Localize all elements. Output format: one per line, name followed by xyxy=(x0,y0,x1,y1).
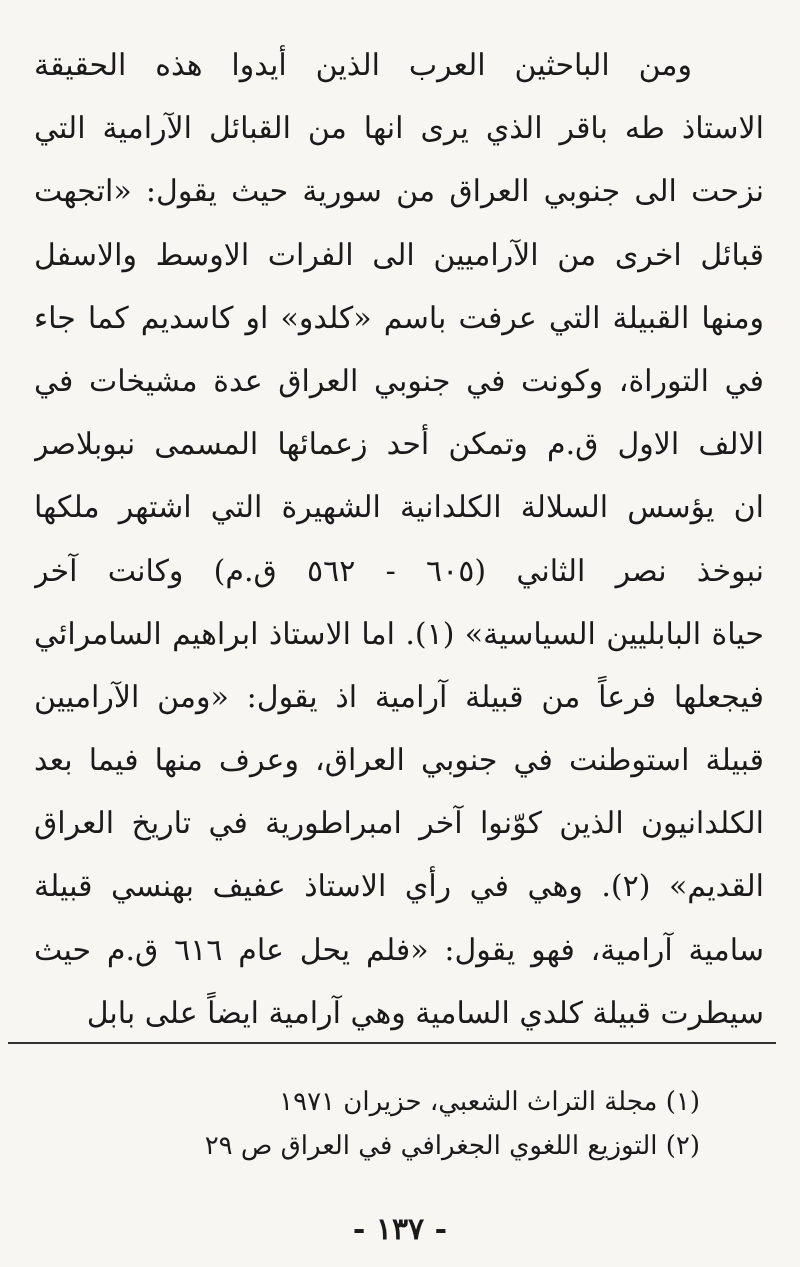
text-line: قبيلة استوطنت في جنوبي العراق، وعرف منها فيما بعد xyxy=(34,743,764,779)
text-line: نبوخذ نصر الثاني (٦٠٥ - ٥٦٢ ق.م) وكانت آخر xyxy=(34,553,764,589)
text-line: فيجعلها فرعاً من قبيلة آرامية اذ يقول: «ومن الآراميين xyxy=(34,679,764,715)
text-line: نزحت الى جنوبي العراق من سورية حيث يقول: «اتجهت xyxy=(34,174,764,210)
footnotes xyxy=(140,1080,700,1168)
text-line: في التوراة، وكونت في جنوبي العراق عدة مشيخات في xyxy=(34,363,764,399)
text-line: سامية آرامية، فهو يقول: «فلم يحل عام ٦١٦ ق.م حيث xyxy=(34,932,764,968)
page-number: - ١٣٧ - xyxy=(352,1212,448,1247)
body-text xyxy=(34,34,764,1045)
text-line: حياة البابليين السياسية» (١). اما الاستاذ ابراهيم السامرائي xyxy=(34,616,764,652)
text-line: ان يؤسس السلالة الكلدانية الشهيرة التي اشتهر ملكها xyxy=(34,490,764,526)
text-line: ومنها القبيلة التي عرفت باسم «كلدو» او كاسديم كما جاء xyxy=(34,300,764,336)
text-line: سيطرت قبيلة كلدي السامية وهي آرامية ايضاً على بابل xyxy=(86,995,764,1031)
footnote-1: (١) مجلة التراث الشعبي، حزيران ١٩٧١ xyxy=(279,1087,700,1117)
text-line: الكلدانيون الذين كوّنوا آخر امبراطورية في تاريخ العراق xyxy=(34,806,764,842)
text-line: الاستاذ طه باقر الذي يرى انها من القبائل الآرامية التي xyxy=(34,111,764,147)
text-line: القديم» (٢). وهي في رأي الاستاذ عفيف بهنسي قبيلة xyxy=(34,869,764,905)
footnote-2: (٢) التوزيع اللغوي الجغرافي في العراق ص ٢٩ xyxy=(204,1131,700,1161)
text-line: ومن الباحثين العرب الذين أيدوا هذه الحقيقة xyxy=(34,48,692,83)
text-line: الالف الاول ق.م وتمكن أحد زعمائها المسمى نبوبلاصر xyxy=(34,427,764,463)
text-line: قبائل اخرى من الآراميين الى الفرات الاوسط والاسفل xyxy=(34,237,764,273)
footnote-divider xyxy=(8,1042,776,1044)
